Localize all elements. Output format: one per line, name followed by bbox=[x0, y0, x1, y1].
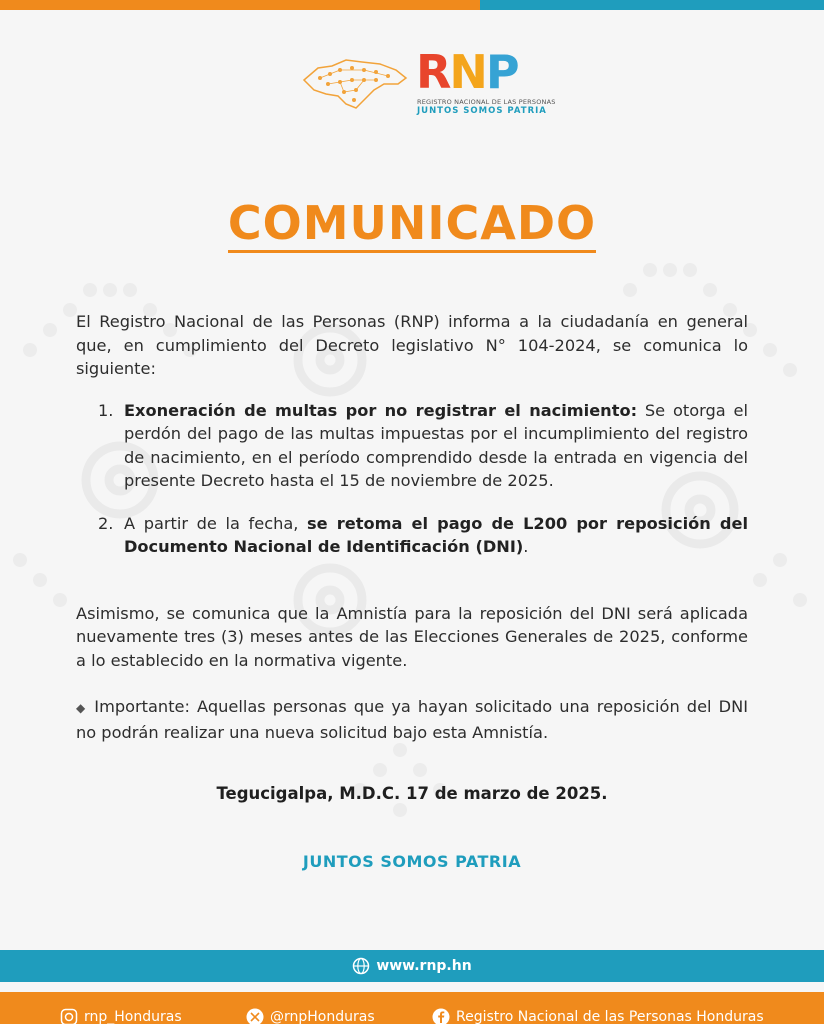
top-bar-teal bbox=[480, 0, 824, 10]
important-paragraph bbox=[76, 695, 748, 744]
instagram-link[interactable]: rnp_Honduras bbox=[60, 1008, 182, 1024]
important-text: Importante: Aquellas personas que ya hayan solicitado una reposición del DNI no podrán realizar una nueva solicitud bajo esta Amnistía. bbox=[76, 697, 748, 742]
rnp-logo bbox=[300, 45, 560, 120]
list-item bbox=[76, 399, 748, 493]
items-list bbox=[76, 399, 748, 559]
globe-icon bbox=[352, 957, 370, 975]
list-item bbox=[76, 512, 748, 559]
top-color-bar bbox=[0, 0, 824, 10]
item-tail: . bbox=[523, 537, 529, 556]
social-bar bbox=[0, 992, 824, 1024]
communique-body bbox=[76, 310, 748, 744]
logo-tagline: REGISTRO NACIONAL DE LAS PERSONAS bbox=[417, 98, 556, 106]
facebook-icon bbox=[432, 1008, 450, 1024]
diamond-bullet-icon: ◆ bbox=[76, 701, 88, 715]
page-title bbox=[0, 196, 824, 250]
item-bold-text: Exoneración de multas por no registrar el nacimiento: bbox=[124, 400, 638, 420]
rnp-wordmark: RNP bbox=[416, 45, 518, 99]
slogan: JUNTOS SOMOS PATRIA bbox=[302, 852, 522, 871]
logo-slogan: JUNTOS SOMOS PATRIA bbox=[417, 106, 547, 116]
title-text: COMUNICADO bbox=[228, 196, 596, 253]
intro-paragraph: El Registro Nacional de las Personas (RNP) informa a la ciudadanía en general que, en cumplimiento del Decreto legislativo N° 104-2024, se comunica lo siguiente: bbox=[76, 312, 748, 378]
date-line: Tegucigalpa, M.D.C. 17 de marzo de 2025. bbox=[216, 784, 608, 803]
honduras-map-icon bbox=[300, 54, 410, 114]
item-number: 2. bbox=[98, 513, 114, 533]
facebook-link[interactable]: Registro Nacional de las Personas Honduras bbox=[432, 1008, 764, 1024]
item-text: A partir de la fecha, bbox=[124, 513, 308, 533]
twitter-link[interactable]: @rnpHonduras bbox=[246, 1008, 375, 1024]
website-link[interactable]: www.rnp.hn bbox=[376, 958, 472, 974]
x-twitter-icon bbox=[246, 1008, 264, 1024]
top-bar-orange bbox=[0, 0, 480, 10]
item-bold-text: se retoma el pago de L200 por reposición del Documento Nacional de Identificación (DNI) bbox=[124, 513, 748, 556]
instagram-icon bbox=[60, 1008, 78, 1024]
amnesty-paragraph: Asimismo, se comunica que la Amnistía para la reposición del DNI será aplicada nuevamente tres (3) meses antes de las Elecciones Generales de 2025, conforme a lo establecido en la normativa vigente. bbox=[76, 603, 748, 670]
item-number: 1. bbox=[98, 400, 114, 420]
item-text: Se otorga el perdón del pago de las multas impuestas por el incumplimiento del registro de nacimiento, en el período comprendido desde la entrada en vigencia del presente Decreto hasta el 15 de noviembre de 2025. bbox=[124, 400, 748, 490]
website-bar bbox=[0, 950, 824, 982]
